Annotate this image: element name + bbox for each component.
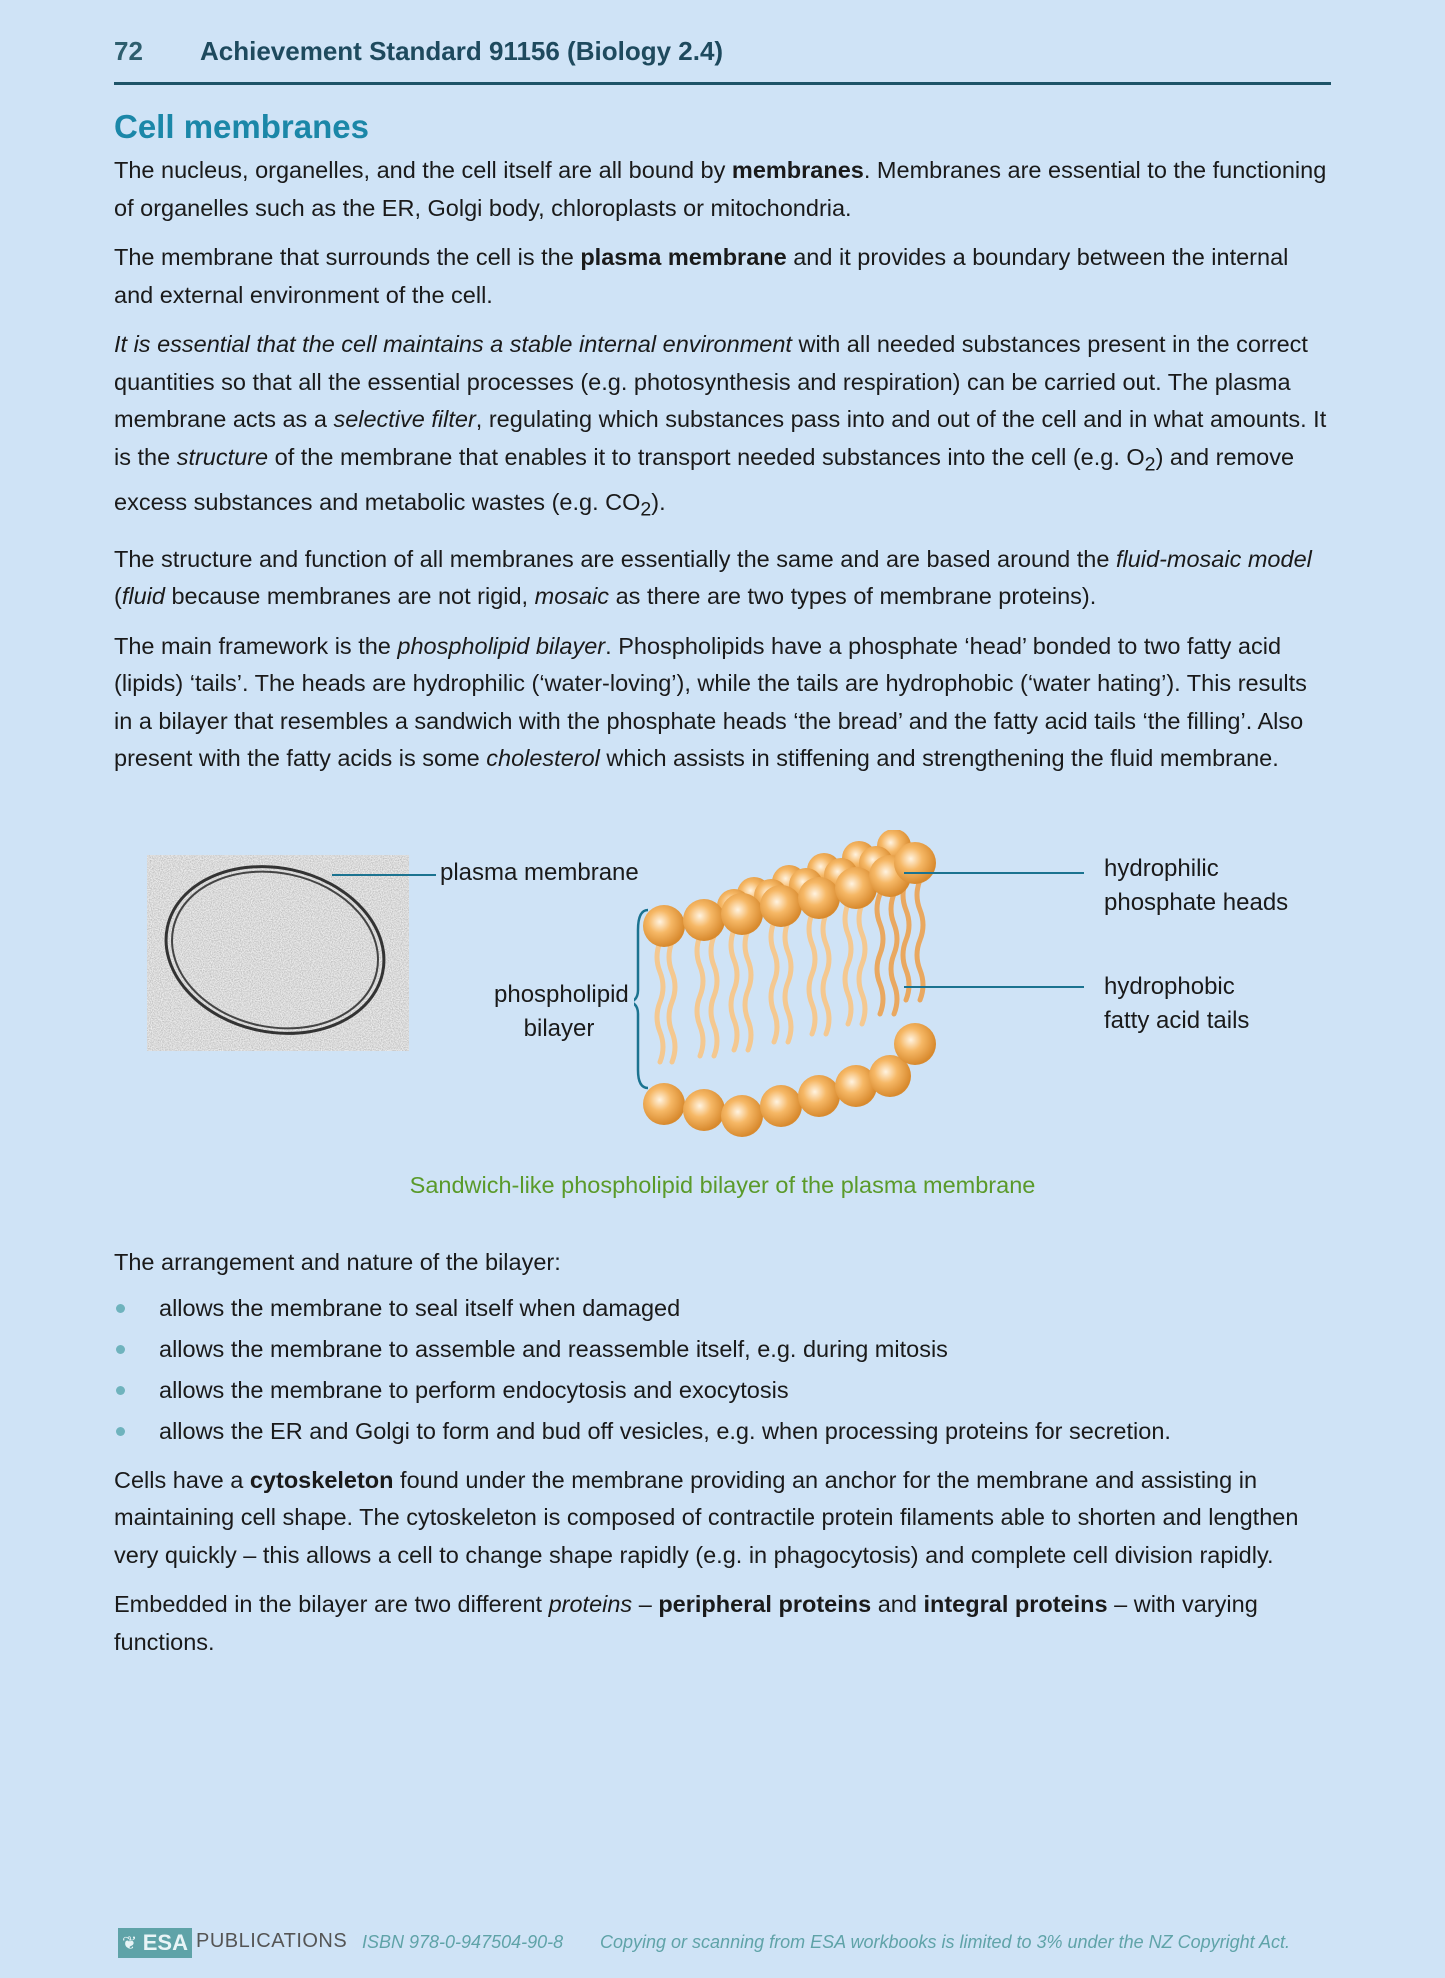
- bullet-list: [114, 1288, 1331, 1452]
- text: , regulating which substances pass into and out of the cell and in what amounts. It is the: [114, 406, 1327, 470]
- label-hydrophilic-heads: [1104, 852, 1288, 920]
- paragraph-7: [114, 1586, 1331, 1661]
- page-footer: [118, 1928, 1338, 1958]
- leader-line: [904, 872, 1084, 874]
- page-number: 72: [114, 36, 143, 66]
- micrograph-image: [147, 855, 409, 1051]
- text: The membrane that surrounds the cell is the: [114, 244, 581, 270]
- italic-text: It is essential that the cell maintains a stable internal environment: [114, 331, 792, 357]
- text: and it provides a boundary between the internal and external environment of the cell.: [114, 244, 1289, 308]
- figure-caption: Sandwich-like phospholipid bilayer of the plasma membrane: [409, 1172, 1036, 1198]
- paragraph-6: [114, 1462, 1331, 1575]
- leaf-icon: ❦: [122, 1933, 138, 1953]
- text: The structure and function of all membranes are essentially the same and are based around the: [114, 545, 1116, 572]
- italic-text: selective filter: [333, 406, 476, 432]
- paragraph-2: [114, 239, 1331, 314]
- bilayer-figure: [114, 830, 1331, 1210]
- text: with all needed substances present in the correct quantities so that all the essential processes (e.g. photosynthesis and respiration) can be carried out. The plasma membrane acts as a: [114, 331, 1308, 432]
- italic-text: proteins: [548, 1591, 633, 1617]
- bullet-icon: [116, 1304, 125, 1313]
- label-line: bilayer: [523, 1015, 595, 1042]
- publisher-name: PUBLICATIONS: [196, 1930, 348, 1952]
- list-intro: The arrangement and nature of the bilayer:: [114, 1249, 561, 1275]
- section-title: Cell membranes: [114, 108, 369, 145]
- italic-text: phospholipid bilayer: [397, 632, 606, 659]
- body-text: [114, 152, 1331, 790]
- page-header: [114, 30, 1331, 85]
- subscript: 2: [1144, 453, 1156, 476]
- paragraph-3: [114, 326, 1331, 529]
- bullet-icon: [116, 1427, 125, 1436]
- list-item-text: allows the membrane to seal itself when damaged: [159, 1294, 681, 1321]
- text: Cells have a: [114, 1466, 250, 1493]
- label-line: phosphate heads: [1104, 889, 1289, 916]
- label-line: phospholipid: [494, 981, 629, 1008]
- list-item: [114, 1329, 1331, 1370]
- lower-text: [114, 1244, 1331, 1667]
- text: . Membranes are essential to the functioning of organelles such as the ER, Golgi body, chloroplasts or mitochondria.: [114, 157, 1327, 221]
- label-bilayer: [494, 978, 629, 1046]
- list-item: [114, 1411, 1331, 1452]
- list-item: [114, 1370, 1331, 1411]
- label-line: hydrophobic: [1104, 973, 1235, 1000]
- text: (: [114, 583, 122, 610]
- bold-term: membranes: [731, 157, 864, 183]
- bold-term: integral proteins: [923, 1591, 1108, 1617]
- leader-line: [332, 874, 436, 876]
- list-item-text: allows the ER and Golgi to form and bud off vesicles, e.g. when processing proteins for secretion.: [159, 1417, 1171, 1444]
- text: found under the membrane providing an anchor for the membrane and assisting in maintaining cell shape. The cytoskeleton is composed of contractile protein filaments able to shorten and lengthen very quickly – this allows a cell to change shape rapidly (e.g. in phagocytosis) and complete cell division rapidly.: [114, 1466, 1299, 1568]
- bold-term: peripheral proteins: [658, 1591, 872, 1617]
- italic-text: mosaic: [534, 583, 610, 610]
- paragraph-4: [114, 541, 1331, 616]
- italic-text: fluid: [121, 583, 165, 610]
- italic-text: cholesterol: [486, 745, 600, 772]
- list-item: [114, 1288, 1331, 1329]
- label-hydrophobic-tails: [1104, 970, 1249, 1038]
- text: as there are two types of membrane proteins).: [609, 583, 1097, 610]
- copyright-notice: Copying or scanning from ESA workbooks is limited to 3% under the NZ Copyright Act.: [600, 1932, 1290, 1952]
- text: The main framework is the: [114, 632, 398, 659]
- micrograph-icon: [147, 855, 409, 1051]
- label-line: hydrophilic: [1104, 855, 1219, 882]
- text: and: [871, 1591, 924, 1617]
- text: Embedded in the bilayer are two different: [114, 1591, 549, 1617]
- esa-logo: [118, 1928, 192, 1958]
- text: –: [632, 1591, 659, 1617]
- list-item-text: allows the membrane to assemble and reassemble itself, e.g. during mitosis: [159, 1335, 948, 1362]
- text: ) and remove excess substances and metabolic wastes (e.g. CO: [114, 443, 1295, 515]
- text: . Phospholipids have a phosphate ‘head’ bonded to two fatty acid (lipids) ‘tails’. The heads are hydrophilic (‘water-loving’), while the tails are hydrophobic (‘water hating’). This results in a bilayer that resembles a sandwich with the phosphate heads ‘the bread’ and the fatty acid tails ‘the filling’. Also present with the fatty acids is some: [114, 632, 1307, 772]
- italic-text: fluid-mosaic model: [1115, 545, 1312, 572]
- subscript: 2: [640, 498, 652, 521]
- bold-term: plasma membrane: [580, 244, 787, 270]
- bullet-icon: [116, 1345, 125, 1354]
- header-title: Achievement Standard 91156 (Biology 2.4): [200, 36, 724, 66]
- bilayer-illustration-icon: [634, 830, 1134, 1150]
- text: of the membrane that enables it to transport needed substances into the cell (e.g. O: [268, 443, 1145, 470]
- text: The nucleus, organelles, and the cell itself are all bound by: [114, 157, 732, 183]
- isbn: ISBN 978-0-947504-90-8: [362, 1932, 564, 1952]
- bullet-icon: [116, 1386, 125, 1395]
- text: ).: [651, 488, 666, 515]
- italic-text: structure: [176, 443, 269, 470]
- list-item-text: allows the membrane to perform endocytosis and exocytosis: [159, 1376, 789, 1403]
- logo-text: ESA: [142, 1930, 188, 1955]
- paragraph-1: [114, 152, 1331, 227]
- leader-line: [904, 986, 1084, 988]
- text: – with varying functions.: [114, 1591, 1258, 1655]
- label-plasma-membrane: plasma membrane: [440, 859, 639, 886]
- text: because membranes are not rigid,: [164, 583, 535, 610]
- text: which assists in stiffening and strengthening the fluid membrane.: [599, 745, 1279, 772]
- paragraph-5: [114, 628, 1331, 778]
- label-line: fatty acid tails: [1104, 1007, 1250, 1034]
- bold-term: cytoskeleton: [249, 1466, 394, 1493]
